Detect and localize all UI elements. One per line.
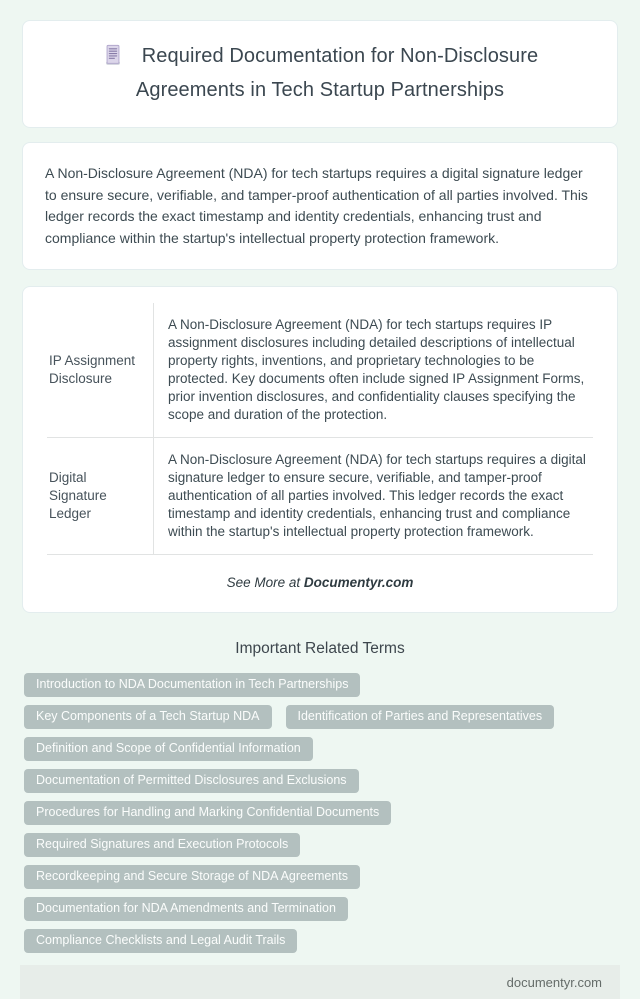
terms-table-card xyxy=(22,286,618,613)
page-title-text: Required Documentation for Non-Disclosure Agreements in Tech Startup Partnerships xyxy=(135,45,539,101)
see-more-brand-link[interactable]: Documentyr.com xyxy=(303,575,414,590)
related-term-chip[interactable]: Introduction to NDA Documentation in Tech Partnerships xyxy=(24,673,360,697)
term-name: IP Assignment Disclosure xyxy=(47,303,154,438)
term-name: Digital Signature Ledger xyxy=(47,438,154,555)
intro-paragraph: A Non-Disclosure Agreement (NDA) for tech startups requires a digital signature ledger to ensure secure, verifiable, and tamper-proof authentication of all parties involved. This ledger records the exact timestamp and identity credentials, enhancing trust and compliance within the startup's intellectual property protection framework. xyxy=(45,165,588,246)
related-term-chip[interactable]: Definition and Scope of Confidential Information xyxy=(24,737,313,761)
related-term-chip[interactable]: Identification of Parties and Representatives xyxy=(286,705,555,729)
title-card xyxy=(22,20,618,128)
related-terms-heading: Important Related Terms xyxy=(235,640,405,657)
related-term-chip[interactable]: Procedures for Handling and Marking Confidential Documents xyxy=(24,801,391,825)
related-term-chip[interactable]: Documentation for NDA Amendments and Termination xyxy=(24,897,348,921)
see-more-prefix: See More at xyxy=(226,575,304,590)
see-more-line xyxy=(47,575,593,590)
intro-card xyxy=(22,142,618,270)
terms-table xyxy=(47,303,593,555)
related-terms-list xyxy=(24,673,616,953)
term-description: A Non-Disclosure Agreement (NDA) for tech startups requires a digital signature ledger to ensure secure, verifiable, and tamper-proof authentication of all parties involved. This ledger records the exact timestamp and identity credentials, enhancing trust and compliance within the startup's intellectual property protection framework. xyxy=(154,438,594,555)
table-row xyxy=(47,303,593,438)
footer-site-label: documentyr.com xyxy=(506,974,602,990)
related-term-chip[interactable]: Key Components of a Tech Startup NDA xyxy=(24,705,272,729)
footer-bar xyxy=(20,965,620,999)
table-row xyxy=(47,438,593,555)
term-description: A Non-Disclosure Agreement (NDA) for tech startups requires IP assignment disclosures including detailed descriptions of intellectual property rights, inventions, and proprietary technologies to be protected. Key documents often include signed IP Assignment Forms, prior invention disclosures, and confidentiality clauses specifying the scope and duration of the protection. xyxy=(154,303,594,438)
related-term-chip[interactable]: Documentation of Permitted Disclosures and Exclusions xyxy=(24,769,359,793)
page-title xyxy=(57,41,583,105)
related-term-chip[interactable]: Required Signatures and Execution Protocols xyxy=(24,833,300,857)
related-term-chip[interactable]: Recordkeeping and Secure Storage of NDA Agreements xyxy=(24,865,360,889)
related-term-chip[interactable]: Compliance Checklists and Legal Audit Trails xyxy=(24,929,297,953)
receipt-icon xyxy=(102,44,124,75)
